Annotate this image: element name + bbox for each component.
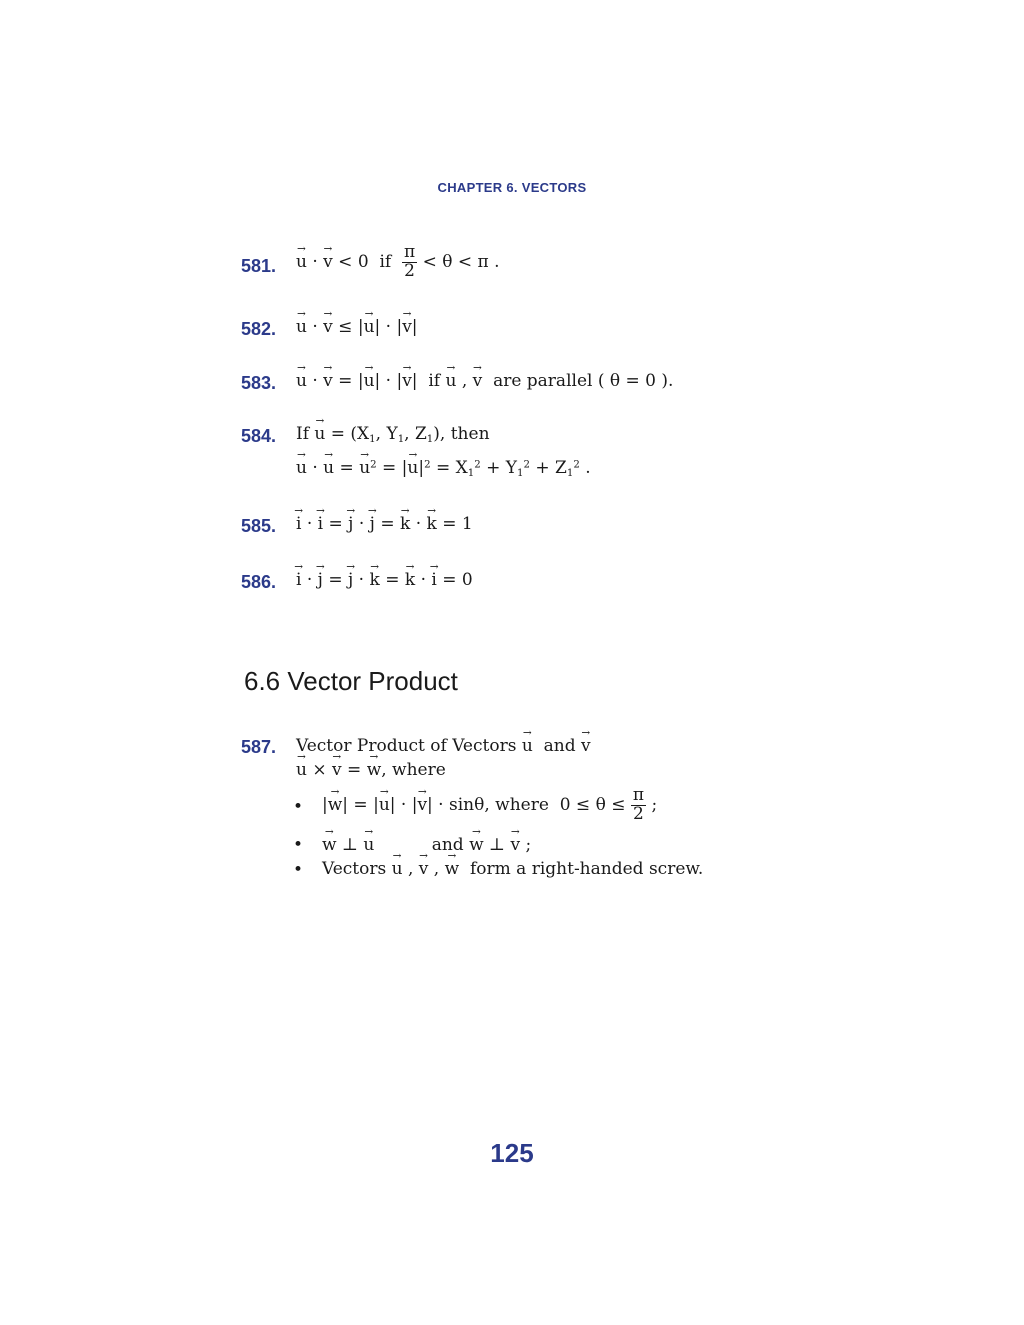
formula-587-and: and — [543, 736, 576, 756]
page-number: 125 — [490, 1138, 534, 1168]
bullet-dot: • — [293, 860, 304, 880]
formula-583: → u · → v = |→ u| · |→ v| if → u , → v are parallel ( θ = 0 ). — [296, 371, 673, 391]
formula-number-581: 581. — [241, 256, 277, 276]
formula-587-bullet3: Vectors → u , → v , → w form a right-handed screw. — [322, 859, 703, 879]
bullet-dot: • — [293, 835, 304, 855]
formula-number-587: 587. — [241, 737, 277, 757]
formula-587-bullet1-where: , where — [484, 794, 549, 815]
formula-587-bullet2: → w ⊥ → u and → w ⊥ → v ; — [322, 835, 531, 855]
formula-587-bullet1: |→ w| = |→ u| · |→ v| · sinθ, where 0 ≤ θ ≤ $\frac{\pi}{2}$ ; — [322, 787, 657, 824]
running-header: CHAPTER 6. VECTORS — [437, 180, 587, 195]
formula-584-then: , then — [439, 424, 490, 444]
formula-587-title: Vector Product of Vectors → u and → v — [296, 736, 591, 756]
formula-587-definition: → u × → v = → w, where — [296, 760, 446, 780]
formula-number-586: 586. — [241, 572, 277, 592]
formula-586: → i · → j = → j · → k = → k · → i = 0 — [296, 570, 473, 590]
formula-number-583: 583. — [241, 373, 277, 393]
formula-581: → u · → v < 0 if $\frac{\pi}{2}$ < θ < π . — [296, 244, 500, 281]
formula-587-bullet2-and: and — [431, 835, 464, 855]
formula-number-582: 582. — [241, 319, 277, 339]
formula-584-line1: $If \to u = (X_1$, $Y_1$, $Z_1$), then — [296, 424, 490, 445]
formula-number-584: 584. — [241, 426, 277, 446]
formula-585: → i · → i = → j · → j = → k · → k = 1 — [296, 514, 473, 534]
formula-587-bullet3-prefix: Vectors — [322, 859, 387, 879]
formula-number-585: 585. — [241, 516, 277, 536]
formula-584-if: If — [296, 424, 310, 444]
section-title: 6.6 Vector Product — [244, 666, 458, 696]
formula-587-bullet3-suffix: form a right-handed screw. — [470, 859, 704, 879]
bullet-dot: • — [293, 797, 304, 817]
formula-587-where: , where — [381, 760, 446, 780]
formula-587-title-text: Vector Product of Vectors — [296, 736, 517, 756]
formula-583-text: are parallel — [493, 371, 593, 391]
formula-582: → u · → v ≤ |→ u| · |→ v| — [296, 317, 418, 337]
formula-584-line2: → u · → u = → $u^2$ = |→ $u|^2 = X_1^2 + Y_1^2 + Z_1^2$ . — [296, 458, 591, 479]
